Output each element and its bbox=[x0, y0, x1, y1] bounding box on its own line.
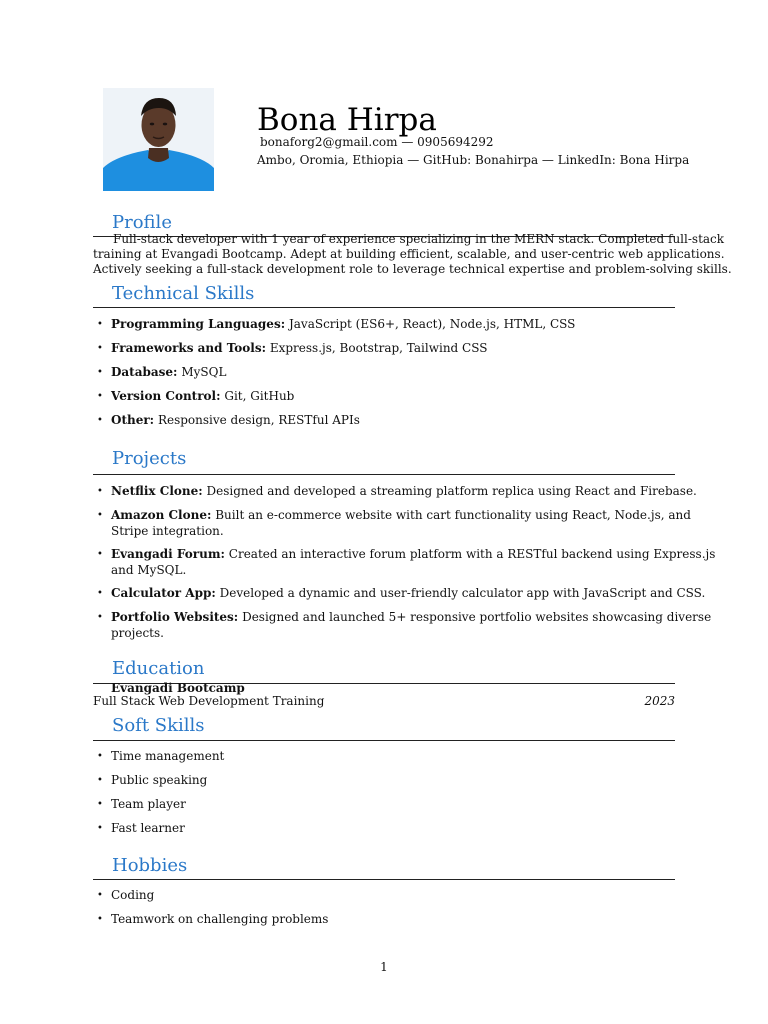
section-divider bbox=[93, 474, 675, 475]
item-text: JavaScript (ES6+, React), Node.js, HTML, CSS bbox=[288, 317, 576, 331]
section-title-education: Education bbox=[112, 658, 205, 679]
item-label: Database: bbox=[111, 365, 178, 379]
item-label: Other: bbox=[111, 413, 155, 427]
item-text: Express.js, Bootstrap, Tailwind CSS bbox=[269, 341, 488, 355]
item-text: Developed a dynamic and user-friendly calculator app with JavaScript and CSS. bbox=[219, 586, 706, 600]
profile-photo bbox=[103, 88, 214, 191]
item-text: Built an e-commerce website with cart functionality using React, Node.js, and bbox=[215, 508, 691, 522]
item-label: Version Control: bbox=[111, 389, 221, 403]
item-label: Netflix Clone: bbox=[111, 484, 203, 498]
item-text: Teamwork on challenging problems bbox=[111, 912, 329, 926]
section-title-projects: Projects bbox=[112, 448, 187, 469]
bullet-icon: • bbox=[97, 415, 103, 426]
bullet-icon: • bbox=[97, 319, 103, 330]
list-item bbox=[97, 484, 697, 500]
candidate-name: Bona Hirpa bbox=[257, 102, 437, 138]
page-number: 1 bbox=[380, 960, 388, 974]
education-degree: Full Stack Web Development Training bbox=[93, 694, 325, 708]
section-title-soft-skills: Soft Skills bbox=[112, 715, 205, 736]
list-item bbox=[97, 821, 675, 837]
bullet-icon: • bbox=[97, 890, 103, 901]
profile-line: training at Evangadi Bootcamp. Adept at building efficient, scalable, and user-centric web applications. bbox=[93, 247, 725, 262]
item-label: Calculator App: bbox=[111, 586, 216, 600]
item-label: Portfolio Websites: bbox=[111, 610, 239, 624]
item-text: Team player bbox=[111, 797, 186, 811]
item-label: Evangadi Forum: bbox=[111, 547, 225, 561]
item-text: Responsive design, RESTful APIs bbox=[157, 413, 360, 427]
item-text: Coding bbox=[111, 888, 155, 902]
item-text: Fast learner bbox=[111, 821, 185, 835]
item-label: Amazon Clone: bbox=[111, 508, 212, 522]
education-institution: Evangadi Bootcamp bbox=[111, 681, 245, 695]
list-item bbox=[97, 749, 675, 765]
profile-line: Full-stack developer with 1 year of experience specializing in the MERN stack. Completed full-stack bbox=[113, 232, 725, 246]
section-divider bbox=[93, 740, 675, 741]
section-title-technical-skills: Technical Skills bbox=[112, 283, 255, 304]
item-text: MySQL bbox=[181, 365, 227, 379]
bullet-icon: • bbox=[97, 343, 103, 354]
bullet-icon: • bbox=[97, 823, 103, 834]
item-text-cont: Stripe integration. bbox=[111, 523, 224, 538]
section-title-hobbies: Hobbies bbox=[112, 855, 188, 876]
profile-line: Actively seeking a full-stack development role to leverage technical expertise and problem-solving skills. bbox=[93, 262, 732, 277]
list-item bbox=[97, 547, 716, 578]
bullet-icon: • bbox=[97, 799, 103, 810]
bullet-icon: • bbox=[97, 588, 103, 599]
section-divider bbox=[93, 307, 675, 308]
list-item bbox=[97, 773, 675, 789]
item-label: Frameworks and Tools: bbox=[111, 341, 267, 355]
bullet-icon: • bbox=[97, 914, 103, 925]
list-item bbox=[97, 365, 675, 381]
list-item bbox=[97, 341, 675, 357]
profile-photo-image bbox=[103, 88, 214, 191]
education-year: 2023 bbox=[644, 694, 675, 708]
bullet-icon: • bbox=[97, 367, 103, 378]
list-item bbox=[97, 508, 691, 539]
item-text-cont: and MySQL. bbox=[111, 562, 187, 577]
location-line: Ambo, Oromia, Ethiopia — GitHub: Bonahirpa — LinkedIn: Bona Hirpa bbox=[257, 153, 690, 167]
item-text: Time management bbox=[111, 749, 225, 763]
item-text-cont: projects. bbox=[111, 625, 164, 640]
list-item bbox=[97, 389, 675, 405]
bullet-icon: • bbox=[97, 391, 103, 402]
item-text: Designed and launched 5+ responsive portfolio websites showcasing diverse bbox=[242, 610, 712, 624]
list-item bbox=[97, 912, 675, 928]
item-text: Public speaking bbox=[111, 773, 208, 787]
list-item bbox=[97, 413, 675, 429]
bullet-icon: • bbox=[97, 486, 103, 497]
item-text: Created an interactive forum platform with a RESTful backend using Express.js bbox=[228, 547, 716, 561]
contact-line: bonaforg2@gmail.com — 0905694292 bbox=[260, 135, 494, 149]
list-item bbox=[97, 586, 706, 602]
list-item bbox=[97, 797, 675, 813]
item-text: Git, GitHub bbox=[224, 389, 295, 403]
bullet-icon: • bbox=[97, 775, 103, 786]
bullet-icon: • bbox=[97, 612, 103, 623]
bullet-icon: • bbox=[97, 510, 103, 521]
list-item bbox=[97, 610, 712, 641]
profile-summary bbox=[93, 232, 732, 278]
bullet-icon: • bbox=[97, 549, 103, 560]
list-item bbox=[97, 888, 675, 904]
section-title-profile: Profile bbox=[112, 212, 172, 233]
section-divider bbox=[93, 879, 675, 880]
item-text: Designed and developed a streaming platform replica using React and Firebase. bbox=[206, 484, 697, 498]
item-label: Programming Languages: bbox=[111, 317, 286, 331]
bullet-icon: • bbox=[97, 751, 103, 762]
list-item bbox=[97, 317, 675, 333]
